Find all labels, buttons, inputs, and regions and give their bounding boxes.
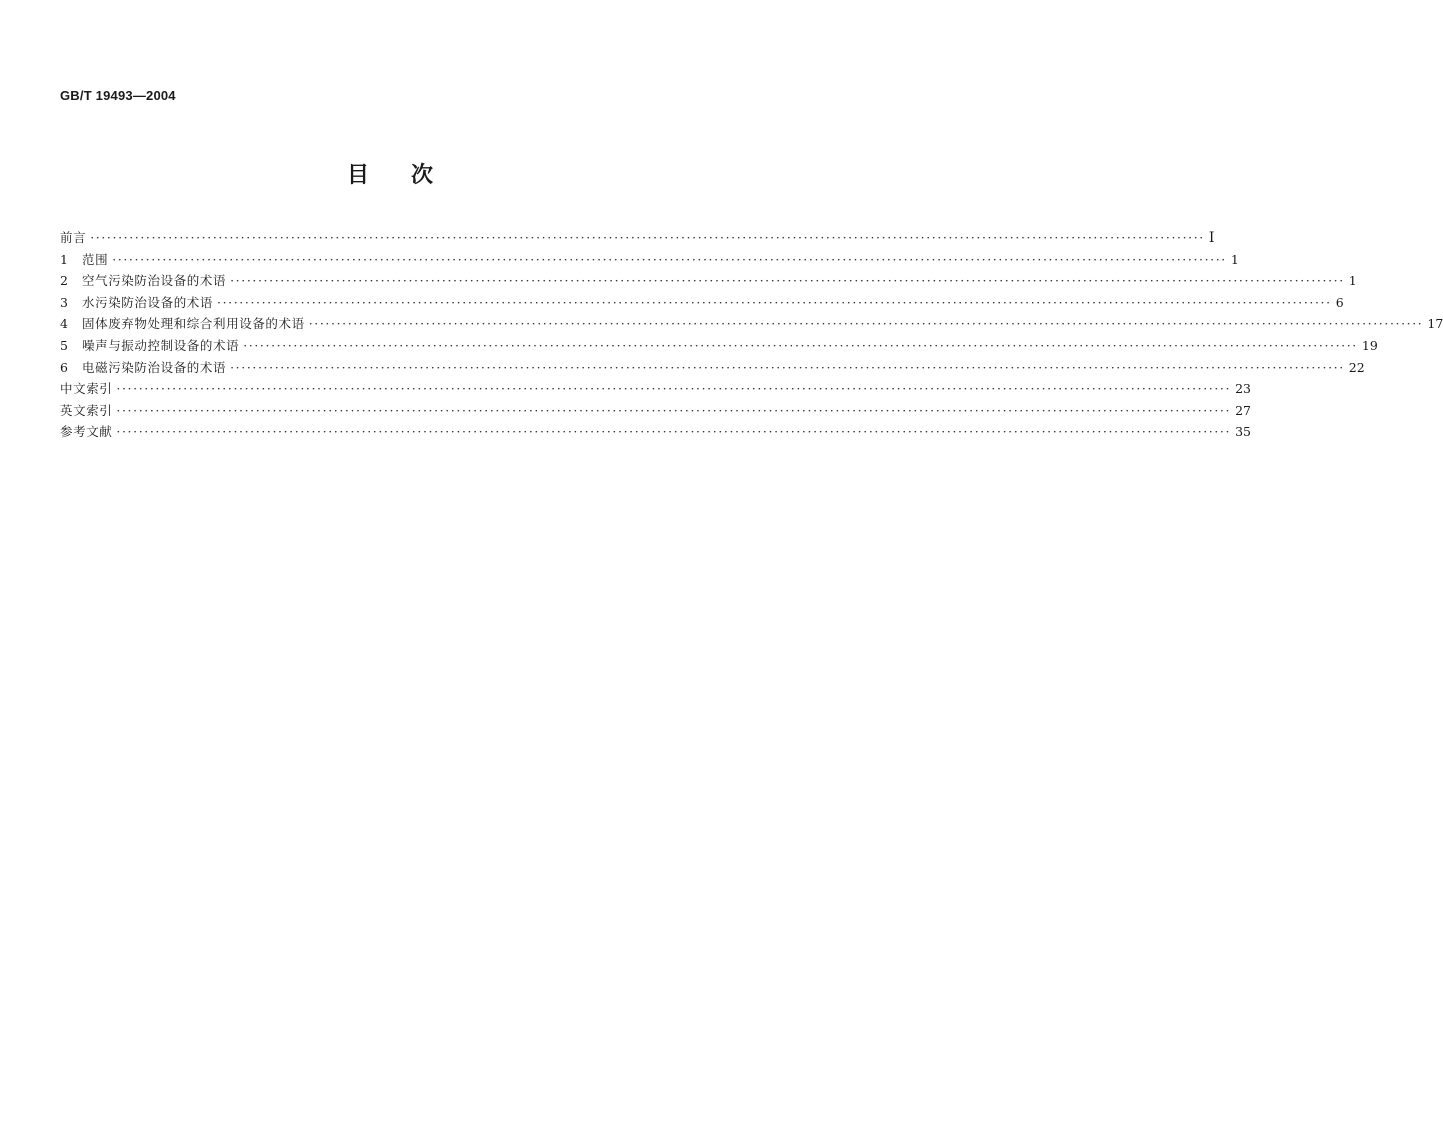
page-title: 目次 bbox=[346, 163, 475, 188]
toc-leader-dots: ········································································································································································································ bbox=[308, 316, 1424, 332]
toc-entry[interactable] bbox=[60, 270, 1357, 292]
toc-entry-page: 35 bbox=[1235, 424, 1251, 440]
toc-entry[interactable] bbox=[60, 313, 1443, 335]
toc-entry-label: 水污染防治设备的术语 bbox=[82, 294, 214, 310]
toc-entry-page: 1 bbox=[1230, 251, 1239, 267]
toc-leader-dots: ········································································································································································································ bbox=[112, 251, 1227, 267]
toc-entry[interactable] bbox=[60, 357, 1365, 379]
toc-entry[interactable] bbox=[60, 227, 1215, 249]
toc-entry-page: 6 bbox=[1335, 294, 1344, 310]
toc-entry-number: 4 bbox=[60, 316, 68, 332]
toc-entry[interactable] bbox=[60, 400, 1251, 422]
toc-entry-page: 22 bbox=[1348, 359, 1365, 375]
toc-leader-dots: ········································································································································································································ bbox=[90, 230, 1205, 245]
toc-entry-number: 3 bbox=[60, 294, 68, 310]
toc-entry-number: 6 bbox=[60, 359, 68, 375]
toc-entry[interactable] bbox=[60, 378, 1251, 400]
standard-code: GB/T 19493—2004 bbox=[60, 88, 176, 103]
toc-entry-label: 空气污染防治设备的术语 bbox=[82, 273, 227, 289]
toc-entry[interactable] bbox=[60, 421, 1251, 443]
toc-entry-label: 英文索引 bbox=[60, 402, 113, 418]
toc-entry-page: 23 bbox=[1235, 381, 1251, 397]
toc-entry-label: 中文索引 bbox=[60, 381, 113, 397]
toc-leader-dots: ········································································································································································································ bbox=[116, 424, 1232, 440]
toc-entry[interactable] bbox=[60, 335, 1378, 357]
toc-leader-dots: ········································································································································································································ bbox=[116, 381, 1232, 397]
toc-entry-page: 27 bbox=[1235, 402, 1251, 418]
toc-leader-dots: ········································································································································································································ bbox=[230, 273, 1345, 289]
toc-leader-dots: ········································································································································································································ bbox=[116, 402, 1232, 418]
toc-entry-label: 前言 bbox=[60, 230, 87, 245]
toc-leader-dots: ········································································································································································································ bbox=[217, 294, 1332, 310]
toc-entry-label: 范围 bbox=[82, 251, 109, 267]
toc-entry-page: 19 bbox=[1361, 337, 1378, 353]
toc-entry-page: 17 bbox=[1427, 316, 1443, 332]
toc-entry-page: 1 bbox=[1348, 273, 1357, 289]
toc-entry-number: 5 bbox=[60, 337, 68, 353]
toc-entry-label: 电磁污染防治设备的术语 bbox=[82, 359, 227, 375]
toc-entry-label: 固体废弃物处理和综合利用设备的术语 bbox=[82, 316, 305, 332]
toc-entry[interactable] bbox=[60, 292, 1344, 314]
toc-entry[interactable] bbox=[60, 249, 1239, 271]
toc-entry-label: 参考文献 bbox=[60, 424, 113, 440]
toc-leader-dots: ········································································································································································································ bbox=[243, 337, 1358, 353]
table-of-contents bbox=[60, 227, 1443, 443]
toc-entry-number: 2 bbox=[60, 273, 68, 289]
toc-leader-dots: ········································································································································································································ bbox=[230, 359, 1345, 375]
toc-entry-page: I bbox=[1208, 230, 1215, 246]
toc-entry-label: 噪声与振动控制设备的术语 bbox=[82, 337, 240, 353]
toc-entry-number: 1 bbox=[60, 251, 68, 267]
